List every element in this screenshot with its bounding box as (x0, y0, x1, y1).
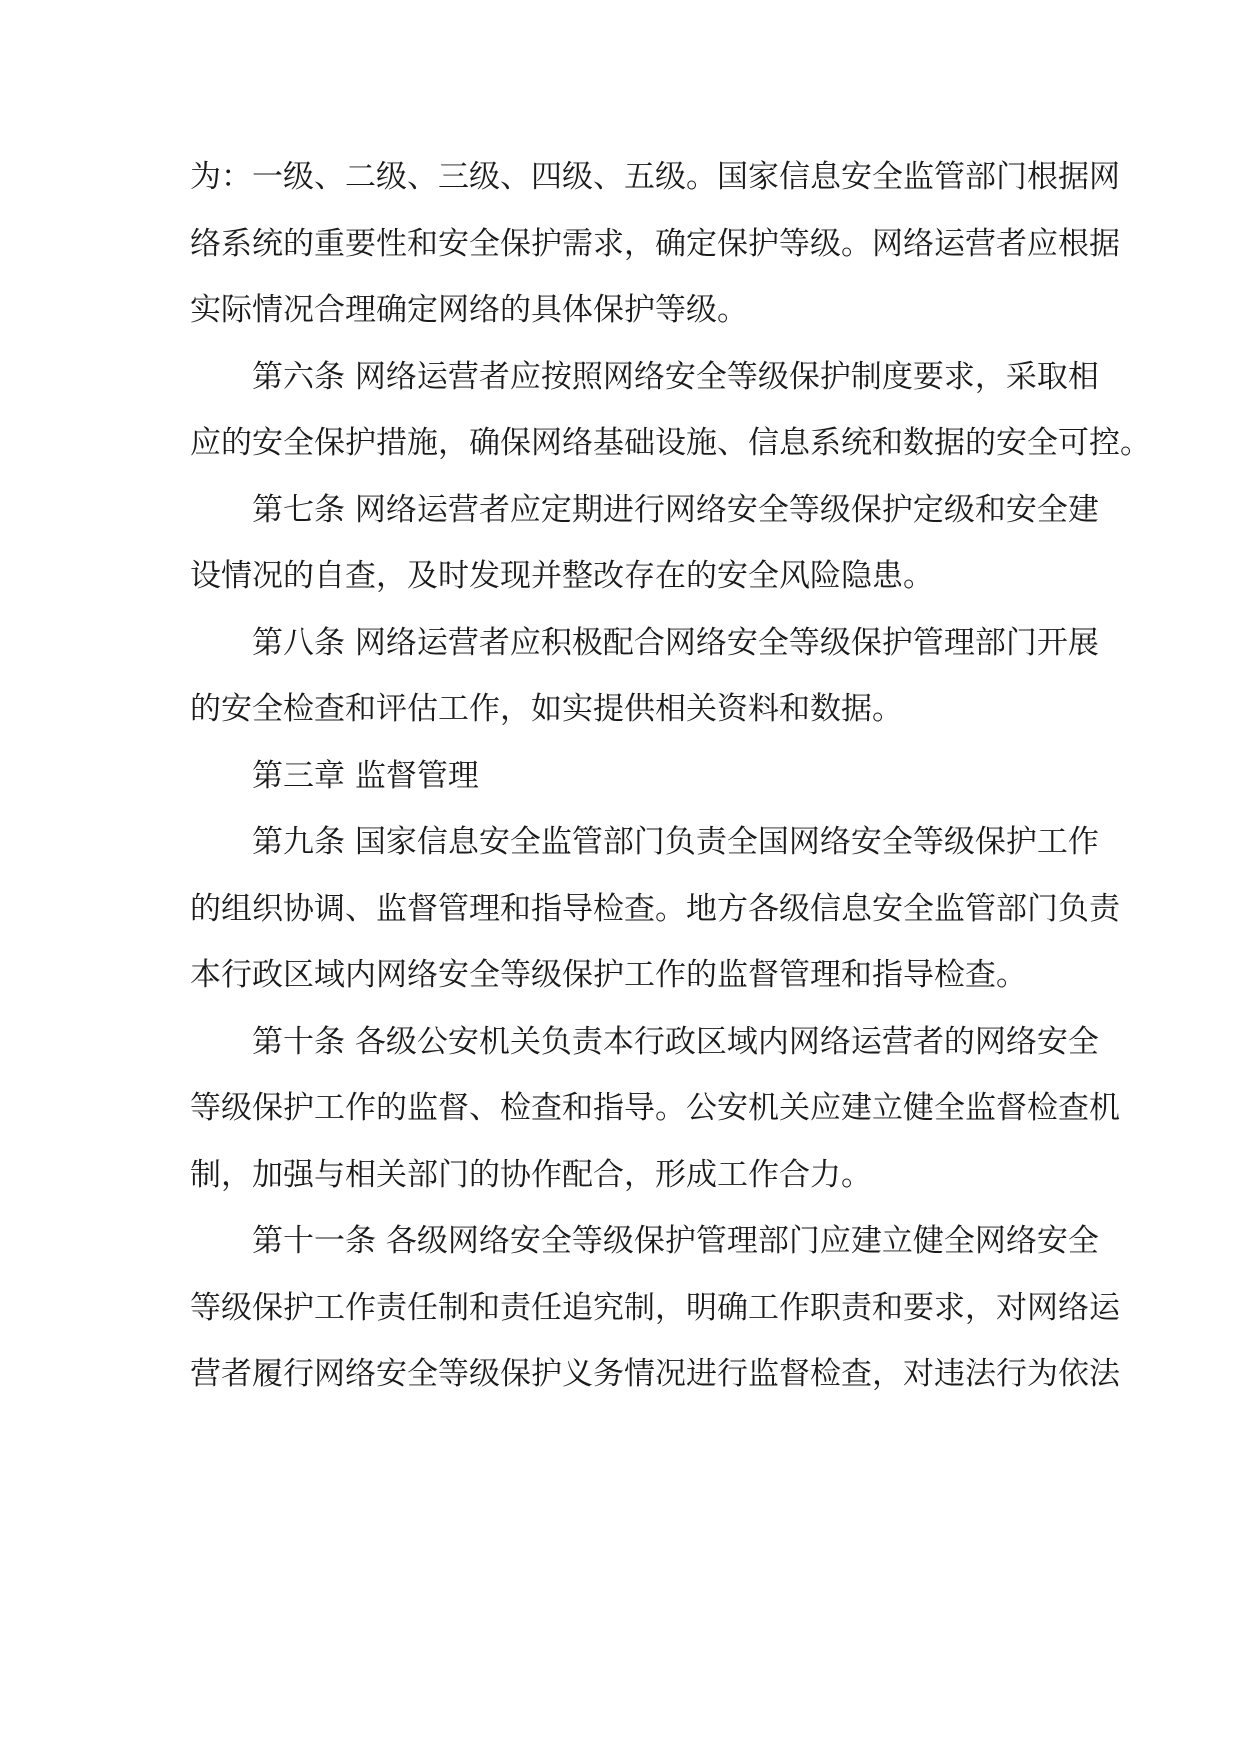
text-line: 等级保护工作责任制和责任追究制，明确工作职责和要求，对网络运 (190, 1289, 1120, 1326)
text-line: 的组织协调、监督管理和指导检查。地方各级信息安全监管部门负责 (190, 890, 1120, 927)
paragraph-article-9 (190, 809, 1120, 1009)
text-line: 的安全检查和评估工作，如实提供相关资料和数据。 (190, 691, 903, 727)
text-line: 第九条 国家信息安全监管部门负责全国网络安全等级保护工作 (252, 824, 1099, 860)
text-line: 应的安全保护措施，确保网络基础设施、信息系统和数据的安全可控。 (190, 425, 1151, 461)
text-line: 设情况的自查，及时发现并整改存在的安全风险隐患。 (190, 558, 934, 594)
text-line: 第七条 网络运营者应定期进行网络安全等级保护定级和安全建 (252, 491, 1099, 528)
document-body (190, 144, 1151, 1408)
text-line: 制，加强与相关部门的协作配合，形成工作合力。 (190, 1156, 872, 1193)
paragraph-article-7 (190, 477, 1099, 610)
text-line: 营者履行网络安全等级保护义务情况进行监督检查，对违法行为依法 (190, 1356, 1120, 1392)
paragraph-article-6 (190, 344, 1151, 477)
paragraph-article-8 (190, 610, 1099, 743)
text-line: 为：一级、二级、三级、四级、五级。国家信息安全监管部门根据网 (190, 159, 1120, 195)
text-line: 等级保护工作的监督、检查和指导。公安机关应建立健全监督检查机 (190, 1090, 1120, 1126)
text-line: 实际情况合理确定网络的具体保护等级。 (190, 292, 748, 328)
paragraph-article-11 (190, 1208, 1120, 1408)
text-line: 络系统的重要性和安全保护需求，确定保护等级。网络运营者应根据 (190, 225, 1120, 262)
chapter-heading (190, 743, 1052, 810)
text-line: 第十条 各级公安机关负责本行政区域内网络运营者的网络安全 (252, 1023, 1099, 1060)
chapter-title: 第三章 监督管理 (252, 757, 479, 794)
paragraph-article-10 (190, 1009, 1120, 1209)
text-line: 第六条 网络运营者应按照网络安全等级保护制度要求，采取相 (252, 358, 1099, 395)
text-line: 本行政区域内网络安全等级保护工作的监督管理和指导检查。 (190, 957, 1027, 993)
text-line: 第十一条 各级网络安全等级保护管理部门应建立健全网络安全 (252, 1223, 1099, 1259)
paragraph-grading-levels (190, 144, 1120, 344)
text-line: 第八条 网络运营者应积极配合网络安全等级保护管理部门开展 (252, 624, 1099, 661)
